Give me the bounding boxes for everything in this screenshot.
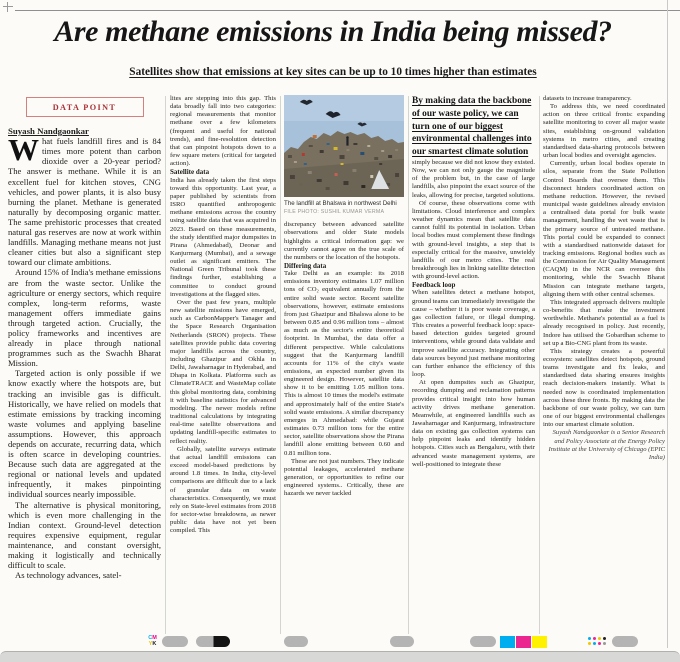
- column-rule: [165, 96, 166, 634]
- paragraph: These are not just numbers. They indicate potential leakages, accelerated methane generation, or opportunities to refine our engineered systems.. Critically, these are hazards we never tackled: [284, 457, 404, 498]
- byline: Suyash Nandgaonkar: [8, 126, 89, 137]
- registration-pill: [612, 636, 638, 647]
- column-2: [170, 95, 276, 637]
- crop-mark-icon: [3, 2, 13, 12]
- paragraph: simply because we did not know they existed. Now, we can not only gauge the magnitude of the problem but, in the case of large landfills, also pinpoint the exact source of the leaks, allowing for precise, targeted solutions.: [412, 158, 535, 199]
- registration-pill: [390, 636, 414, 647]
- yellow-letter: Y: [148, 641, 153, 647]
- column-1: [8, 95, 161, 637]
- cmyk-text-mark: [147, 635, 158, 647]
- paragraph: Globally, satellite surveys estimate that actual landfill emissions can exceed model-based predictions by around 1.8 times. In India, city-level comparisons are difficult due to a lack of granular data on waste characteristics. Consequently, we must rely on State-level estimates from 2018 for sector-wise breakdowns, as newer public data have not yet been compiled. This: [170, 445, 276, 535]
- paragraph-text: hat fuels landfill fires and is 84 times more potent than carbon dioxide over a 20-year period? The answer is methane. While it is an excellent fuel for kitchen stoves, CNG vehicles, and power plants, it is also busy burning the planet. Methane is generated naturally by decomposing organic matter. The same prehistoric processes that created natural gas reserves are now at work within landfills. Managing methane means not just cleaner cities but also a significant step toward our climate ambitions.: [8, 136, 161, 268]
- top-rule: [15, 10, 680, 11]
- cmyk-dots-mark: [588, 637, 608, 646]
- paragraph: Around 15% of India's methane emissions are from the waste sector. Unlike the agriculture or energy sectors, which require complex, long-term reforms, waste management offers immediate gains through targeted action. Crucially, the policy frameworks and incentives are already in place through national programmes such as the Swachh Bharat Mission.: [8, 267, 161, 369]
- registration-pill: [470, 636, 496, 647]
- kicker-label: DATA POINT: [52, 103, 117, 112]
- paragraph: [8, 132, 161, 268]
- yellow-swatch: [532, 636, 547, 648]
- paragraph: datasets to increase transparency.: [543, 95, 632, 102]
- deck: Satellites show that emissions at key sites can be up to 10 times higher than estimates: [129, 66, 537, 78]
- paragraph: To address this, we need coordinated action on three critical fronts: expanding satellite monitoring to cover all major waste sites, establishing on-ground validation systems in metro cities, and creating standardised data-sharing protocols between urban local bodies and oversight agencies.: [543, 103, 665, 160]
- author-bio: Suyash Nandgaonkar is a Senior Research and Policy Associate at the Energy Policy Institute at the University of Chicago (EPIC India): [548, 429, 665, 462]
- photo-credit: FILE PHOTO: SUSHIL KUMAR VERMA: [284, 208, 385, 215]
- column-5: [543, 95, 665, 637]
- column-4: [412, 95, 535, 637]
- black-letter: K: [152, 641, 157, 647]
- paragraph: As technology advances, satel-: [15, 570, 122, 581]
- section-heading: Differing data: [284, 261, 327, 270]
- paragraph: Take Delhi as an example: its 2018 emissions inventory estimates 1.07 million tons of CO₂ equivalent annually from the entire solid waste sector. Recent satellite observations, however, estimate emissions from just Ghazipur and Bhalswa alone to be between 0.85 and 0.96 million tons – almost as much as the sector's entire theoretical footprint. In Mumbai, the data offer a different perspective. While calculations suggest that the Kanjurmarg landfill accounts for 11% of the city's waste emissions, an expected number given its engineered design. However, satellite data show it to be emitting 1.05 million tons. This is almost 10 times the model's estimate and approximately half of the entire State's solid waste emissions. A similar discrepancy emerges in Ahmedabad: while Gujarat estimates 0.73 million tons for the entire sector, satellite observations show the Pirana landfill alone emitting between 0.60 and 0.81 million tons.: [284, 270, 404, 457]
- cyan-swatch: [500, 636, 515, 648]
- person-silhouette: [346, 136, 349, 145]
- next-page-edge: [0, 651, 680, 662]
- column-rule: [539, 96, 540, 634]
- paragraph: Over the past few years, multiple new satellite missions have emerged, such as CarbonMapper's Tanager and the Space Research Organisation Netherlands (SRON) projects. These satellites provide public data covering major landfills across the country, including Ghazipur and Okhla in Delhi, Jawaharnagar in Hyderabad, and Dhapa in Kolkata. Platforms such as ClimateTRACE and WasteMap collate this global monitoring data, combining it with baseline statistics for advanced modeling. The newer models refine traditional calculations by integrating real-time satellite observations and updating landfill-specific estimates to reflect reality.: [170, 298, 276, 445]
- paragraph: When satellites detect a methane hotspot, ground teams can immediately investigate the cause – whether it is poor waste coverage, a gas collection failure, or illegal dumping. This creates a powerful feedback loop: space-based detection guides targeted ground interventions, while ground data validate and improve satellite accuracy. Integrating other data sources beyond just methane monitoring can further enhance the efficiency of this loop.: [412, 289, 535, 379]
- paragraph: lites are stepping into this gap. This data broadly fall into two categories: regional measurements that monitor methane over a few kilometers (frequent and useful for national trends), and fine-resolution detection that can pinpoint hotspots down to a few square meters (critical for targeted action).: [170, 95, 276, 168]
- registration-pill-black: [196, 636, 230, 647]
- paragraph: Of course, these observations come with limitations. Cloud interference and complex weather dynamics mean that satellite data cannot fulfil its potential in isolation. Urban local bodies must complement these findings with ground-level insights, a step that is especially critical for the massive, unwieldy landfills of our metro cities. The real breakthrough lies in linking satellite detection with ground-level action.: [412, 199, 535, 281]
- paragraph: Currently, urban local bodies operate in silos, separate from the State Pollution Control Boards that oversee them. This disconnect hinders coordinated action on methane reduction. However, the revised municipal waste guidelines already envision a centralised data portal for bulk waste management, handling the wet waste that is the primary source of untreated methane. This portal could be expanded to connect with a standardised nationwide dataset for tracking emissions. Regional bodies such as the Commission for Air Quality Management (CAQM) in the NCR can oversee this monitoring, while the Swachh Bharat Mission can integrate methane targets, aligning them with other central schemes.: [543, 160, 665, 298]
- paragraph: This integrated approach delivers multiple co-benefits that make the investment worthwhile. Methane's potential as a fuel is already recognised in policy. Just recently, Indore has utilised the Gobardhan scheme to set up a Bio-CNG plant from its waste.: [543, 298, 665, 347]
- photo-caption: [284, 200, 404, 216]
- column-rule: [408, 96, 409, 634]
- landfill-photo-art: [284, 95, 404, 197]
- registration-pill: [162, 636, 188, 647]
- caption-text: The landfill at Bhalswa in northwest Delhi: [284, 200, 397, 207]
- section-heading: Satellite data: [170, 168, 210, 177]
- deck-row: [0, 62, 666, 80]
- paragraph: Targeted action is only possible if we know exactly where the hotspots are, but tracking an invisible gas is difficult. Historically, we have relied on models that estimate emissions by tracking incoming waste volumes and applying baseline assumptions. However, this approach depends on accurate, recurring data, which is often scarce in developing countries. Because such data are aggregated at the regional or national levels and updated infrequently, it makes pinpointing individual sources nearly impossible.: [8, 368, 161, 500]
- paragraph: The alternative is physical monitoring, which is even more challenging in the Indian context. Ground-level detection requires expensive equipment, regular maintenance, and constant oversight, making it logistically and technically difficult to scale.: [8, 499, 161, 571]
- landfill-photo: [284, 95, 404, 216]
- paragraph: This strategy creates a powerful ecosystem: satellites detect hotspots, ground teams investigate and fix leaks, and standardised data sharing ensures insights reach decision-makers instantly. What is needed now is coordinated implementation across these three fronts. By making data the backbone of our waste policy, we can turn one of our biggest environmental challenges into our smartest climate solution.: [543, 347, 665, 429]
- paragraph: discrepancy between advanced satellite observations and older State models highlights a critical information gap: we currently cannot agree on the true scale of the numbers or the location of the hotspots.: [284, 221, 404, 261]
- drop-cap: W: [8, 132, 39, 168]
- column-3: [284, 95, 404, 637]
- paragraph: At open dumpsites such as Ghazipur, recording dumping and reclamation patterns provides critical insight into how human activity drives methane generation. Meanwhile, at engineered landfills such as Jawaharnagar and Kanjurmarg, infrastructure data on existing gas collection systems can help pinpoint leaks and identify hidden hotspots. Cities such as Bengaluru, with their advanced waste management systems, are well-positioned to integrate these: [412, 379, 535, 468]
- page-edge-line: [667, 0, 668, 648]
- column-rule: [280, 96, 281, 634]
- section-heading: Feedback loop: [412, 281, 456, 290]
- pull-quote: By making data the backbone of our waste policy, we can turn one of our biggest environmental challenges into our smartest climate solution: [412, 96, 532, 158]
- registration-pill: [284, 636, 308, 647]
- cyan-letter: C: [148, 635, 153, 641]
- magenta-letter: M: [152, 635, 157, 641]
- headline: Are methane emissions in India being missed?: [54, 15, 612, 48]
- data-point-badge: [26, 97, 144, 117]
- paragraph: India has already taken the first steps toward this opportunity. Last year, a paper published by scientists from ISRO quantified anthropogenic methane emissions across the country using satellite data that was acquired in 2023. Based on these measurements, the study identified major dumpsites in Pirana (Ahmedabad), Deonar and Kanjurmarg (Mumbai), and a sewage outlet as significant emitters. The National Green Tribunal took these findings further, establishing a committee to conduct ground investigations at the flagged sites.: [170, 176, 276, 298]
- magenta-swatch: [516, 636, 531, 648]
- printer-marks-row: [0, 634, 680, 649]
